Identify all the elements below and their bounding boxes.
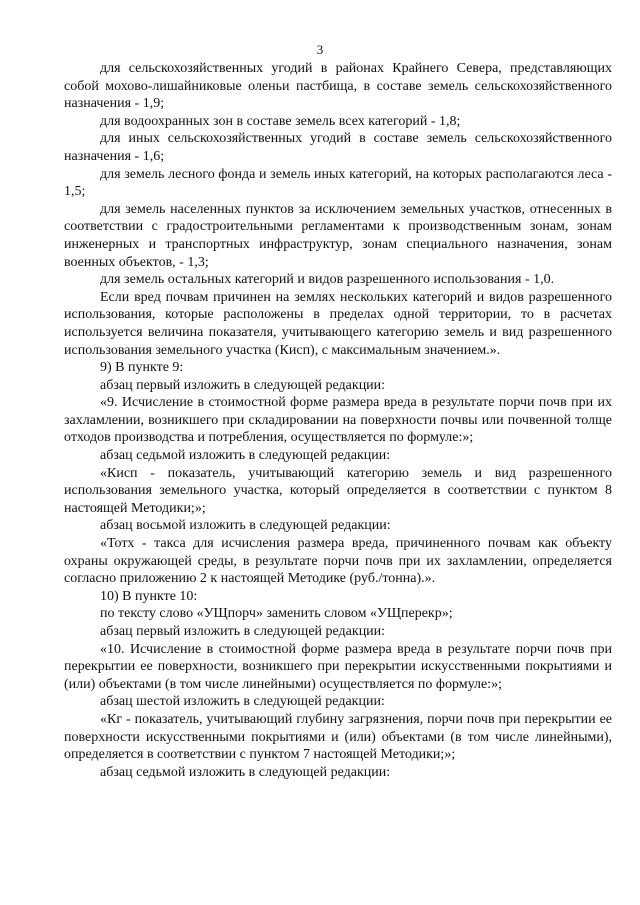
paragraph-other-categories: для земель остальных категорий и видов разрешенного использования - 1,0. bbox=[100, 272, 555, 288]
item-9-seventh-paragraph-instruction: абзац седьмой изложить в следующей редакции: bbox=[100, 448, 391, 464]
item-10-first-paragraph-text: «10. Исчисление в стоимостной форме размера вреда в результате порчи почв при перекрытии ее поверхности, возникшего при перекрытии искусственными покрытиями и (или) объектами (в том числе линейными) осуществляется по формуле:»; bbox=[64, 641, 612, 692]
item-10-word-replacement: по тексту слово «УЩпорч» заменить словом «УЩперекр»; bbox=[100, 606, 453, 622]
item-10-seventh-paragraph-instruction: абзац седьмой изложить в следующей редакции: bbox=[100, 764, 391, 780]
item-9-first-paragraph-text: «9. Исчисление в стоимостной форме размера вреда в результате порчи почв при их захламлении, возникшего при складировании на поверхности почвы или почвенной толще отходов производства и потребления, осуществляется по формуле:»; bbox=[64, 395, 612, 446]
item-10-sixth-paragraph-instruction: абзац шестой изложить в следующей редакции: bbox=[100, 694, 385, 710]
paragraph-multiple-categories: Если вред почвам причинен на землях нескольких категорий и видов разрешенного использования, которые расположены в пределах одной территории, то в расчетах используется величина показателя, учитывающего категорию земель и вид разрешенного использования земельного участка (Кисп), с максимальным значением.». bbox=[64, 289, 612, 358]
item-10-heading: 10) В пункте 10: bbox=[100, 588, 198, 604]
item-9-eighth-paragraph-text: «Тотх - такса для исчисления размера вреда, причиненного почвам как объекту охраны окружающей среды, в результате порчи почв при их захламлении, определяется согласно приложению 2 к настоящей Методике (руб./тонна).». bbox=[64, 536, 612, 587]
item-9-first-paragraph-instruction: абзац первый изложить в следующей редакции: bbox=[100, 377, 386, 393]
paragraph-reindeer-pastures: для сельскохозяйственных угодий в районах Крайнего Севера, представляющих собой мохово-лишайниковые оленьи пастбища, в составе земель сельскохозяйственного назначения - 1,9; bbox=[64, 61, 612, 112]
paragraph-water-protection-zones: для водоохранных зон в составе земель всех категорий - 1,8; bbox=[100, 113, 461, 129]
item-10-first-paragraph-instruction: абзац первый изложить в следующей редакции: bbox=[100, 624, 386, 639]
document-body bbox=[64, 60, 612, 781]
paragraph-settlement-lands: для земель населенных пунктов за исключением земельных участков, отнесенных в соответствии с градостроительными регламентами к производственным зонам, зонам инженерных и транспортных инфраструктур, зонам специального назначения, зонам военных объектов, - 1,3; bbox=[64, 201, 612, 270]
item-9-eighth-paragraph-instruction: абзац восьмой изложить в следующей редакции: bbox=[100, 518, 391, 534]
paragraph-other-agricultural-lands: для иных сельскохозяйственных угодий в составе земель сельскохозяйственного назначения - 1,6; bbox=[64, 131, 612, 164]
item-9-heading: 9) В пункте 9: bbox=[100, 360, 184, 376]
item-9-seventh-paragraph-text: «Кисп - показатель, учитывающий категорию земель и вид разрешенного использования земельного участка, который определяется в соответствии с пунктом 8 настоящей Методики;»; bbox=[64, 465, 612, 516]
paragraph-forest-lands: для земель лесного фонда и земель иных категорий, на которых располагаются леса - 1,5; bbox=[64, 166, 612, 200]
page-number: 3 bbox=[316, 42, 324, 57]
item-10-sixth-paragraph-text: «Кг - показатель, учитывающий глубину загрязнения, порчи почв при перекрытии ее поверхности искусственными покрытиями и (или) объектами (в том числе линейными), определяется в соответствии с пунктом 7 настоящей Методики;»; bbox=[64, 711, 612, 763]
